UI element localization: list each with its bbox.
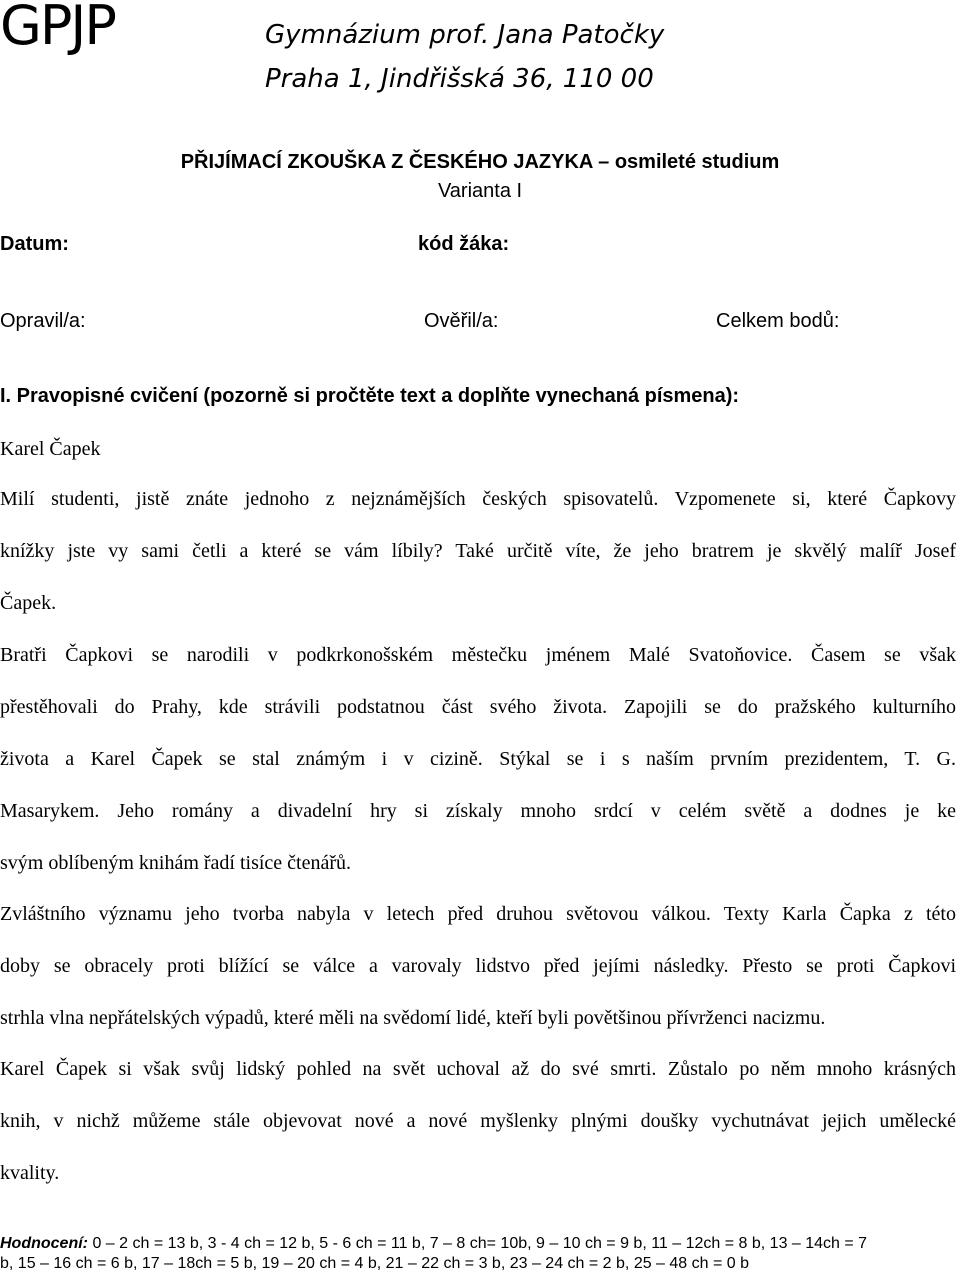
exam-variant: Varianta I xyxy=(437,180,523,202)
text-line: Milí studenti, jistě znáte jednoho z nejznámějších českých spisovatelů. Vzpomenete si, které Čapkovy xyxy=(0,488,956,510)
grading-label: Hodnocení: xyxy=(0,1235,88,1252)
exam-title: PŘIJÍMACÍ ZKOUŠKA Z ČESKÉHO JAZYKA – osmileté studium xyxy=(180,151,780,173)
text-line: svým oblíbeným knihám řadí tisíce čtenářů. xyxy=(0,852,352,874)
corrected-by-label: Opravil/a: xyxy=(0,310,86,332)
grading-line-2: b, 15 – 16 ch = 6 b, 17 – 18ch = 5 b, 19 – 20 ch = 4 b, 21 – 22 ch = 3 b, 23 – 24 ch = 2 b, 25 – 48 ch = 0 b xyxy=(0,1255,750,1272)
text-line: kvality. xyxy=(0,1162,60,1184)
total-points-label: Celkem bodů: xyxy=(716,310,840,332)
text-line: Masarykem. Jeho romány a divadelní hry si získaly mnoho srdcí v celém světě a dodnes je ke xyxy=(0,800,956,822)
text-line: života a Karel Čapek se stal známým i v cizině. Stýkal se i s naším prvním prezidentem, T. G. xyxy=(0,748,956,770)
text-line: přestěhovali do Prahy, kde strávili podstatnou část svého života. Zapojili se do pražského kulturního xyxy=(0,696,956,718)
text-line: Bratři Čapkovi se narodili v podkrkonošském městečku jménem Malé Svatoňovice. Časem se však xyxy=(0,644,956,666)
text-line: Čapek. xyxy=(0,592,57,614)
grading-line-1: 0 – 2 ch = 13 b, 3 - 4 ch = 12 b, 5 - 6 ch = 11 b, 7 – 8 ch= 10b, 9 – 10 ch = 9 b, 11 – 12ch = 8 b, 13 – 14ch = 7 xyxy=(88,1235,868,1252)
text-line: knih, v nichž můžeme stále objevovat nové a nové myšlenky plnými doušky vychutnávat jejich umělecké xyxy=(0,1110,956,1132)
school-address: Praha 1, Jindřišská 36, 110 00 xyxy=(265,64,654,94)
text-line: doby se obracely proti blížící se válce a varovaly lidstvo před jejími následky. Přesto se proti Čapkovi xyxy=(0,955,956,977)
school-logo: GPJP xyxy=(0,0,115,57)
section-heading: I. Pravopisné cvičení (pozorně si pročtěte text a doplňte vynechaná písmena): xyxy=(0,385,740,407)
text-line: Karel Čapek si však svůj lidský pohled na svět uchoval až do své smrti. Zůstalo po něm mnoho krásných xyxy=(0,1058,956,1080)
date-field-label: Datum: xyxy=(0,233,69,255)
student-code-label: kód žáka: xyxy=(418,233,510,255)
verified-by-label: Ověřil/a: xyxy=(424,310,499,332)
text-line: knížky jste vy sami četli a které se vám líbily? Také určitě víte, že jeho bratrem je skvělý malíř Josef xyxy=(0,540,956,562)
author-name: Karel Čapek xyxy=(0,438,101,460)
text-line: strhla vlna nepřátelských výpadů, které měli na svědomí lidé, kteří byli povětšinou přívrženci nacizmu. xyxy=(0,1007,826,1029)
grading-scale xyxy=(0,1235,956,1253)
text-line: Zvláštního významu jeho tvorba nabyla v letech před druhou světovou válkou. Texty Karla Čapka z této xyxy=(0,903,956,925)
school-name: Gymnázium prof. Jana Patočky xyxy=(265,20,665,50)
